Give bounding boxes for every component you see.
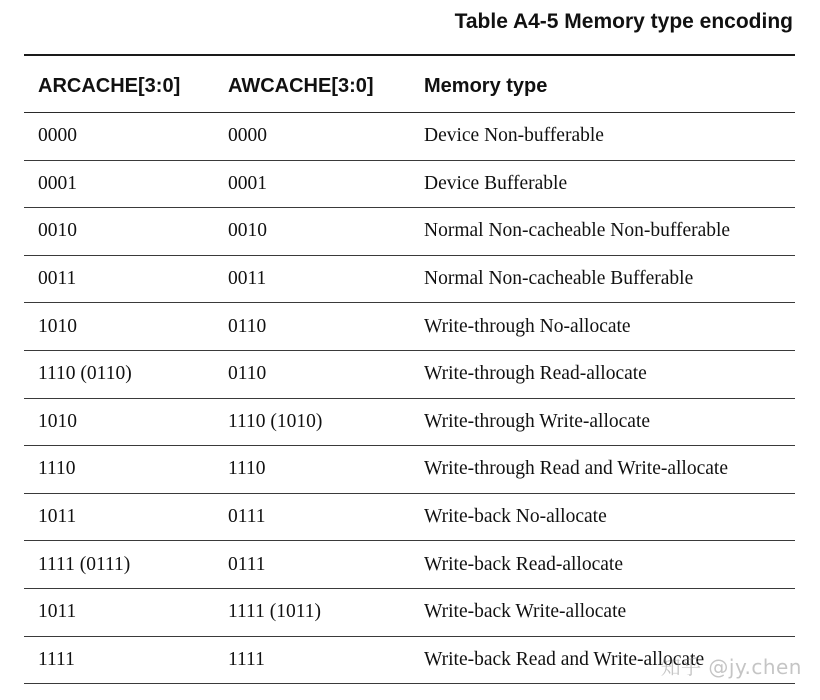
cell-awcache: 1110 (1010) [228, 410, 323, 432]
cell-awcache: 0110 [228, 363, 267, 385]
cell-memory-type: Write-through Write-allocate [424, 410, 651, 432]
table-title: Table A4-5 Memory type encoding [454, 10, 793, 33]
table-row [24, 589, 795, 637]
cell-memory-type: Write-back Read-allocate [424, 553, 623, 575]
cell-memory-type: Normal Non-cacheable Non-bufferable [424, 220, 731, 242]
cell-awcache: 1111 [228, 648, 265, 670]
table-row [24, 113, 795, 161]
cell-arcache: 1010 [38, 410, 77, 432]
cell-awcache: 0010 [228, 220, 267, 242]
cell-arcache: 0000 [38, 125, 77, 147]
watermark-text: 知乎 @jy.chen [660, 655, 802, 679]
table-row [24, 161, 795, 209]
cell-arcache: 1110 (0110) [38, 363, 132, 385]
memory-type-table [24, 54, 795, 684]
cell-memory-type: Device Bufferable [424, 172, 568, 194]
cell-memory-type: Device Non-bufferable [424, 125, 604, 147]
cell-awcache: 1110 [228, 458, 266, 480]
table-row [24, 446, 795, 494]
cell-arcache: 1110 [38, 458, 76, 480]
table-row [24, 256, 795, 304]
cell-arcache: 1011 [38, 601, 77, 623]
cell-memory-type: Write-through No-allocate [424, 315, 631, 337]
cell-awcache: 0011 [228, 268, 267, 290]
cell-memory-type: Write-back No-allocate [424, 506, 607, 528]
table-row [24, 208, 795, 256]
cell-awcache: 0110 [228, 315, 267, 337]
cell-arcache: 0001 [38, 172, 77, 194]
table-row [24, 541, 795, 589]
cell-awcache: 0000 [228, 125, 267, 147]
cell-arcache: 0010 [38, 220, 77, 242]
cell-arcache: 1010 [38, 315, 77, 337]
table-row [24, 494, 795, 542]
cell-arcache: 1011 [38, 506, 77, 528]
header-awcache: AWCACHE[3:0] [228, 74, 374, 97]
table-row [24, 303, 795, 351]
table-header-row [24, 56, 795, 113]
cell-awcache: 0001 [228, 172, 267, 194]
cell-arcache: 0011 [38, 268, 77, 290]
cell-memory-type: Write-through Read and Write-allocate [424, 458, 728, 480]
header-memory-type: Memory type [424, 74, 548, 97]
cell-memory-type: Normal Non-cacheable Bufferable [424, 268, 694, 290]
header-arcache: ARCACHE[3:0] [38, 74, 181, 97]
table-row [24, 351, 795, 399]
cell-arcache: 1111 [38, 648, 75, 670]
cell-memory-type: Write-back Write-allocate [424, 601, 627, 623]
cell-awcache: 0111 [228, 553, 266, 575]
cell-memory-type: Write-through Read-allocate [424, 363, 647, 385]
cell-memory-type: Write-back Read and Write-allocate [424, 648, 705, 670]
cell-arcache: 1111 (0111) [38, 553, 131, 575]
cell-awcache: 1111 (1011) [228, 601, 321, 623]
table-row [24, 399, 795, 447]
cell-awcache: 0111 [228, 506, 266, 528]
